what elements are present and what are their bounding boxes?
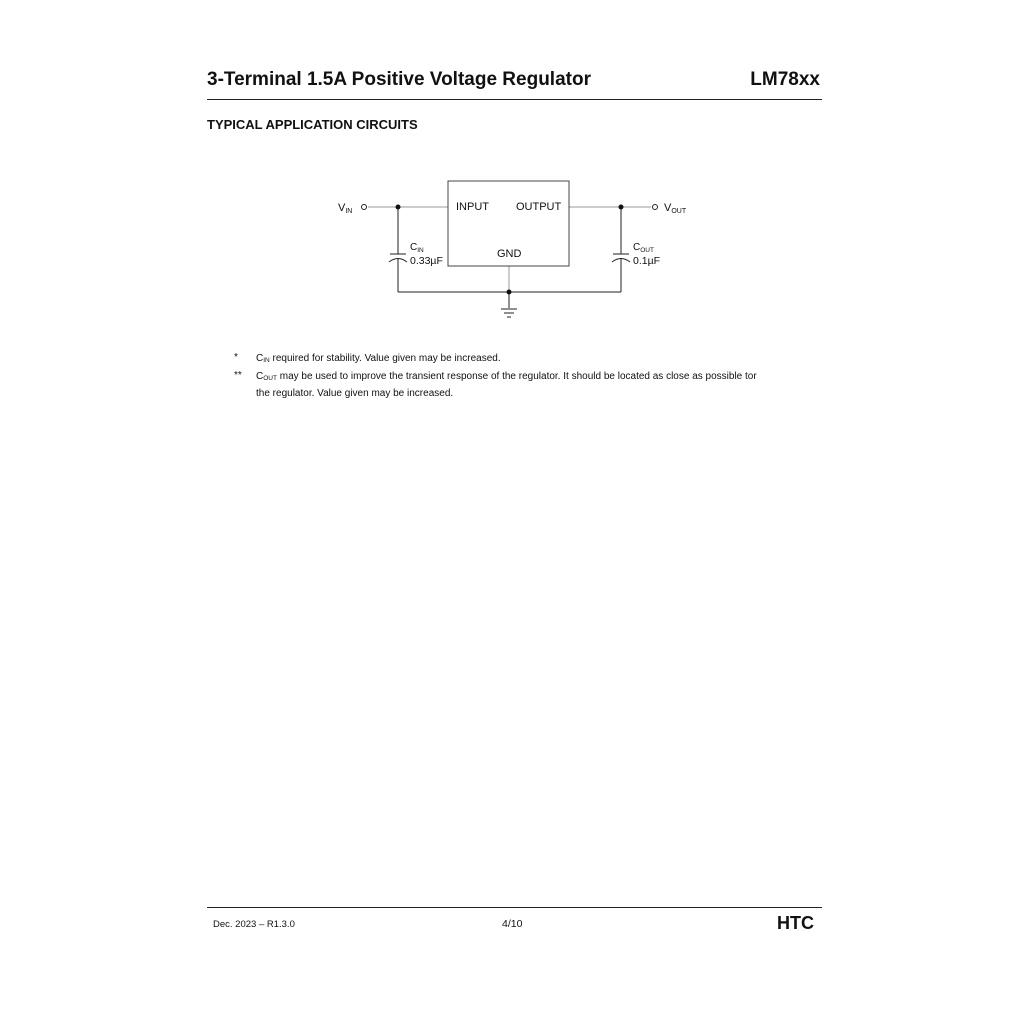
footer-brand-logo: HTC <box>777 913 814 933</box>
vout-terminal-icon <box>653 205 658 210</box>
note-cin: $C_{IN}$ required for stability. Value given may be increased. <box>256 353 501 364</box>
ic-output-label: OUTPUT <box>516 201 562 213</box>
vin-label: VIN <box>338 202 353 215</box>
cin-value: 0.33µF <box>410 255 443 267</box>
cin-label: $C_{IN}$ <box>410 242 424 254</box>
footer-rule <box>207 907 822 908</box>
note-cout: $C_{OUT}$ may be used to improve the transient response of the regulator. It should be located as close as possible tor <box>256 371 757 382</box>
document-title: 3-Terminal 1.5A Positive Voltage Regulator <box>207 69 591 90</box>
junction-dot <box>507 290 512 295</box>
cout-label: $C_{OUT}$ <box>633 242 654 254</box>
part-number: LM78xx <box>750 69 820 90</box>
junction-dot <box>396 205 401 210</box>
footer-page-number: 4/10 <box>502 918 523 930</box>
junction-dot <box>619 205 624 210</box>
footer-revision-date: Dec. 2023 – R1.3.0 <box>213 919 295 930</box>
vin-terminal-icon <box>362 205 367 210</box>
note-marker: ** <box>234 370 242 381</box>
ic-input-label: INPUT <box>456 201 489 213</box>
note-marker: * <box>234 352 238 363</box>
note-cout-continued: the regulator. Value given may be increased. <box>256 388 454 399</box>
cout-value: 0.1µF <box>633 255 661 267</box>
application-circuit-diagram <box>0 0 1024 340</box>
vout-label: VOUT <box>664 202 687 215</box>
ic-gnd-label: GND <box>497 248 522 260</box>
ground-icon <box>501 309 517 317</box>
section-title: TYPICAL APPLICATION CIRCUITS <box>207 117 418 132</box>
